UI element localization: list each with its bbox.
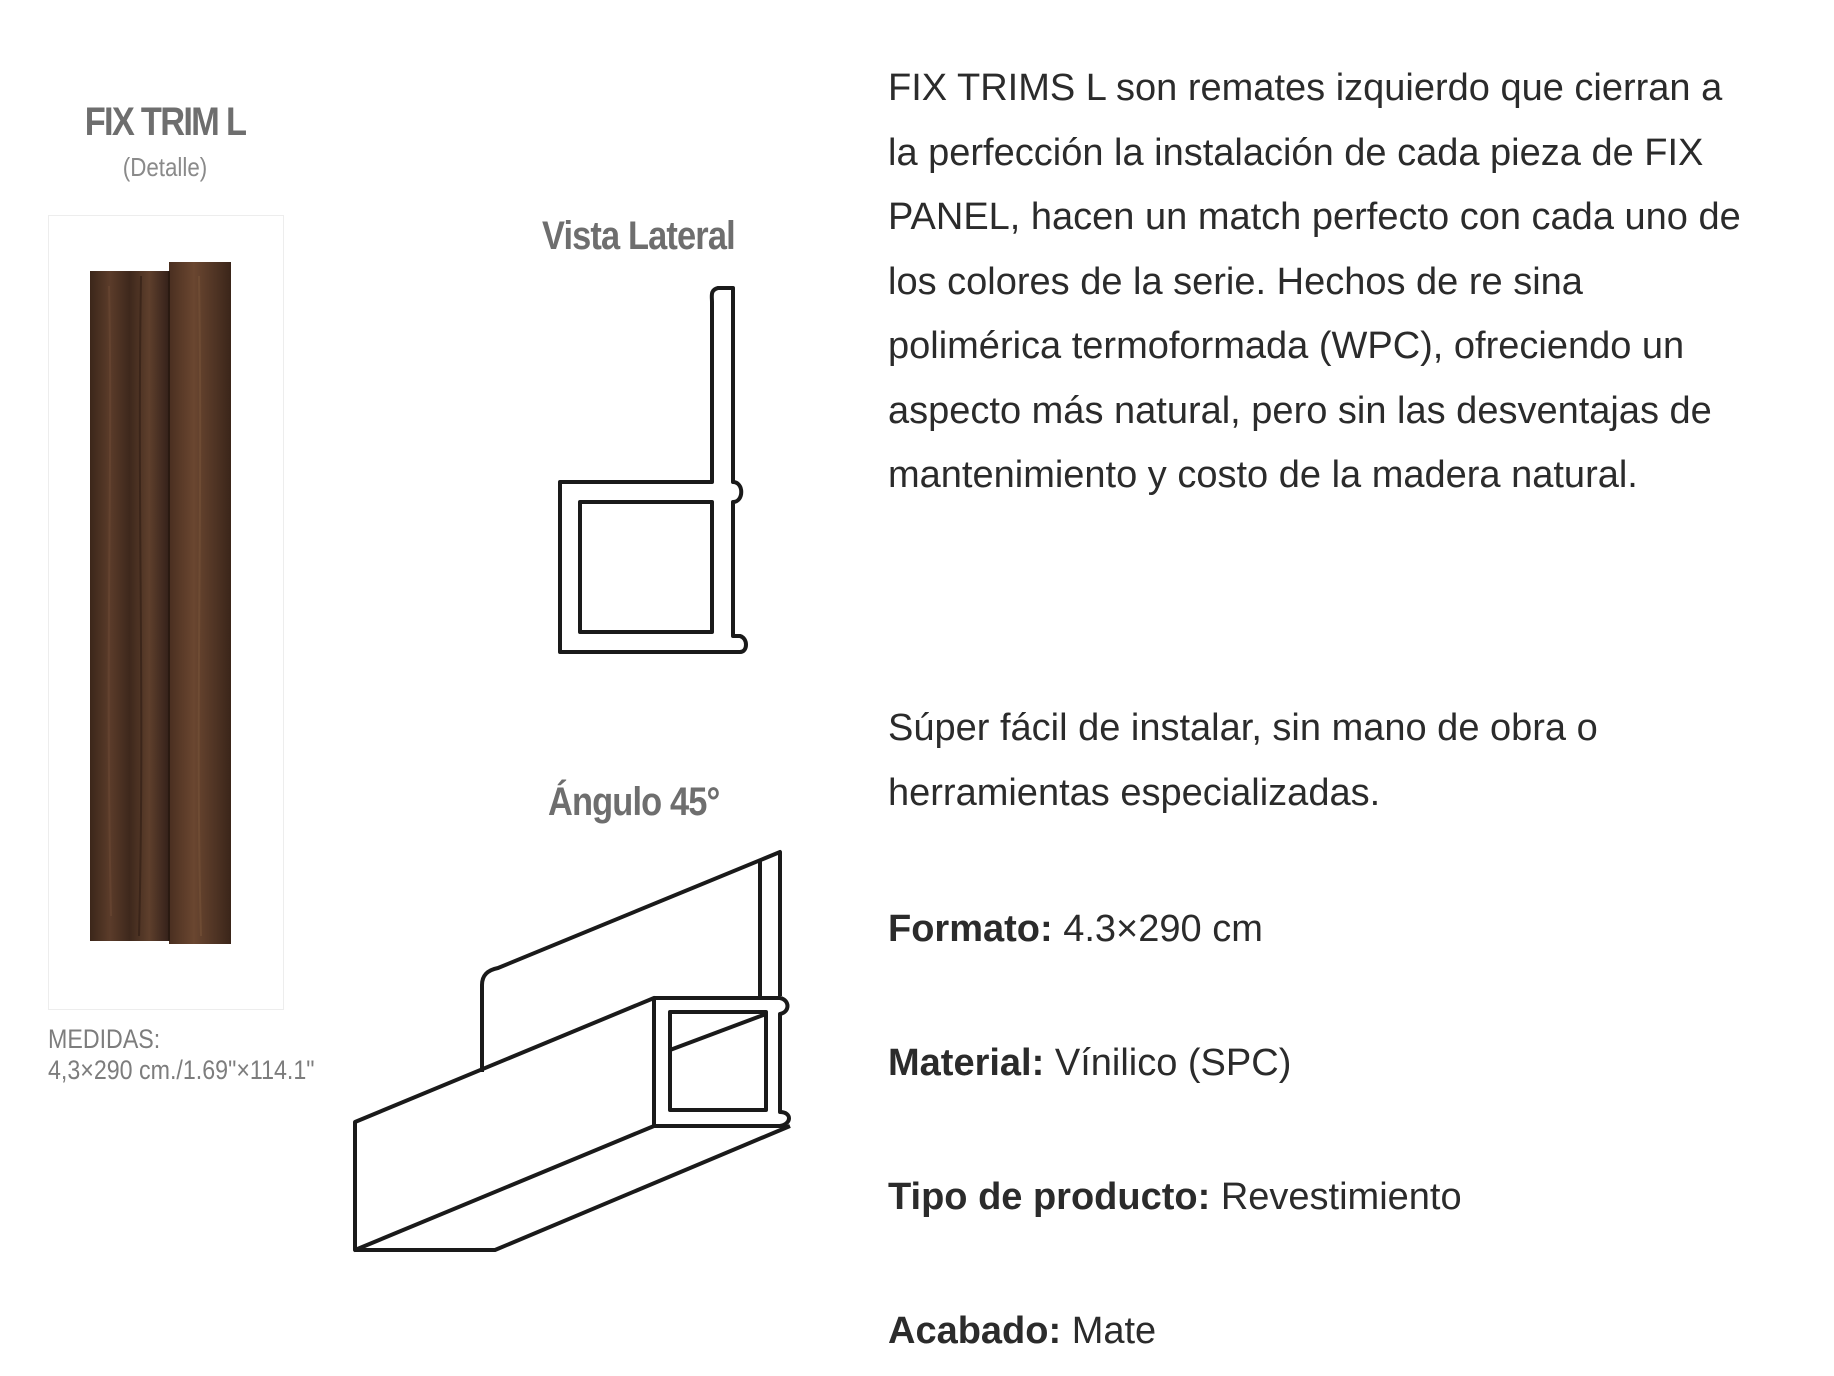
spec-format xyxy=(888,908,1263,951)
spec-format-value: 4.3×290 cm xyxy=(1063,908,1263,950)
product-title: FIX TRIM L xyxy=(84,100,246,144)
spec-format-label: Formato: xyxy=(888,908,1053,950)
description-paragraph: FIX TRIMS L son remates izquierdo que cierran a la perfección la instalación de cada pieza de FIX PANEL, hacen un match perfecto con cada uno de los colores de la serie. Hechos de re sina polimérica termoformada (WPC), ofreciendo un aspecto más natural, pero sin las desventajas de mantenimiento y costo de la madera natural. xyxy=(888,67,1741,496)
spec-material xyxy=(888,1042,1291,1085)
spec-material-label: Material: xyxy=(888,1042,1045,1084)
angle-view-drawing xyxy=(355,852,790,1250)
measures-value: 4,3×290 cm./1.69"×114.1" xyxy=(48,1055,315,1085)
spec-finish-label: Acabado: xyxy=(888,1310,1062,1352)
spec-type-value: Revestimiento xyxy=(1220,1176,1462,1218)
side-view-profile-drawing xyxy=(560,288,746,652)
spec-finish xyxy=(888,1310,1156,1353)
side-view-title: Vista Lateral xyxy=(542,214,735,258)
spec-finish-value: Mate xyxy=(1071,1310,1157,1352)
measures-label: MEDIDAS: xyxy=(48,1024,161,1054)
spec-type-label: Tipo de producto: xyxy=(888,1176,1211,1218)
product-subtitle: (Detalle) xyxy=(122,152,208,182)
spec-type xyxy=(888,1176,1462,1219)
install-note-paragraph: Súper fácil de instalar, sin mano de obra o herramientas especializadas. xyxy=(888,707,1598,814)
angle-view-title: Ángulo 45° xyxy=(548,780,720,824)
spec-material-value: Vínilico (SPC) xyxy=(1054,1042,1292,1084)
